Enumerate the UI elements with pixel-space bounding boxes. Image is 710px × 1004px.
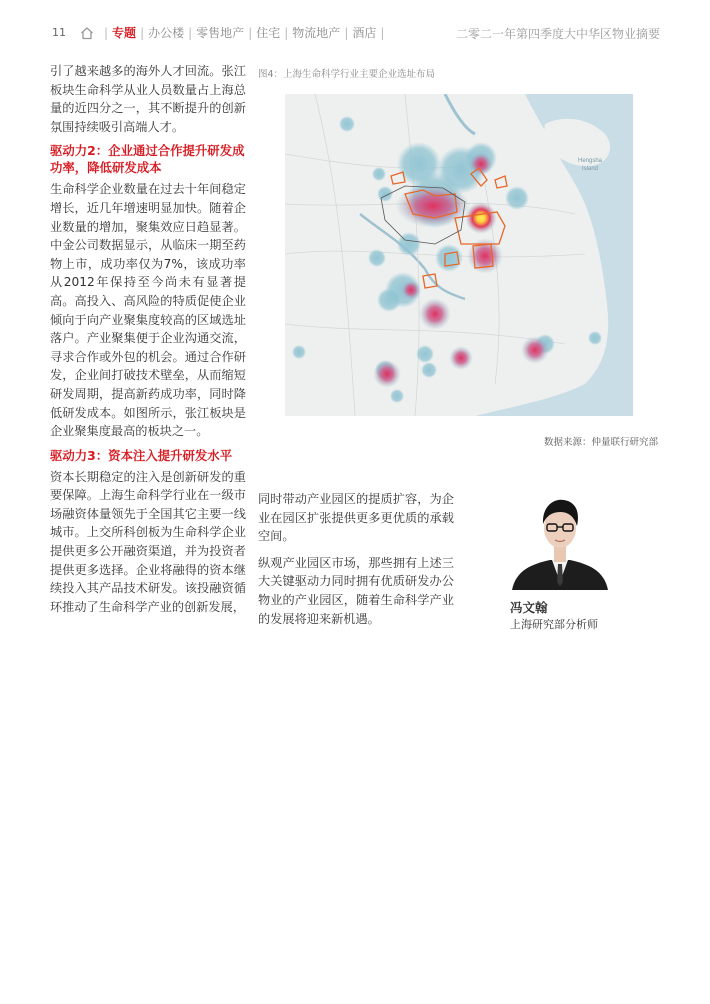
- middle-column: [258, 490, 454, 636]
- nav-separator: |: [104, 25, 109, 40]
- heat-map-graphic: [285, 94, 633, 416]
- author-portrait: [510, 490, 610, 590]
- figure-source: 数据来源：仲量联行研究部: [543, 437, 658, 448]
- page-header: [0, 0, 710, 44]
- continuation-paragraph: 同时带动产业园区的提质扩容，为企业在园区扩张提供更多更优质的承载空间。: [258, 492, 454, 544]
- map-island-label: Island: [582, 166, 599, 172]
- nav-separator: |: [248, 25, 253, 40]
- driver2-heading: 驱动力2：企业通过合作提升研发成功率，降低研发成本: [50, 143, 245, 176]
- driver2-paragraph: 生命科学企业数量在过去十年间稳定增长，近几年增速明显加快。随着企业数量的增加，聚集效应日趋显著。中金公司数据显示，从临床一期至药物上市，成功率仅为7%，该成功率从2012年保持至今尚未有显著提高。高投入、高风险的特质促使企业倾向于向产业聚集度较高的区域选址落户。产业聚集便于企业沟通交流，寻求合作或外包的机会。通过合作研发，企业间打破技术壁垒，从而缩短研发周期，提高新药成功率，同时降低研发成本。如图所示，张江板块是企业聚集度最高的板块之一。: [50, 182, 246, 439]
- driver3-heading: 驱动力3：资本注入提升研发水平: [50, 447, 233, 463]
- home-icon[interactable]: [80, 26, 94, 40]
- section-nav: [80, 24, 388, 41]
- conclusion-paragraph: 纵观产业园区市场，那些拥有上述三大关键驱动力同时拥有优质研发办公物业的产业园区，随着生命科学产业的发展将迎来新机遇。: [258, 555, 454, 626]
- map-island-label: Hengsha: [578, 158, 603, 164]
- intro-paragraph: 引了越来越多的海外人才回流。张江板块生命科学从业人员数量占上海总量的近四分之一，其不断提升的创新氛围持续吸引高端人才。: [50, 64, 246, 134]
- driver3-paragraph: 资本长期稳定的注入是创新研发的重要保障。上海生命科学行业在一级市场融资体量领先于全国其它主要一线城市。上交所科创板为生命科学企业提供更多公开融资渠道，并为投资者提供更多选择。企业将融得的资本继续投入其产品技术研发。该投融资循环推动了生命科学产业的创新发展，: [50, 469, 246, 614]
- report-title: 二零二一年第四季度大中华区物业摘要: [455, 27, 660, 41]
- figure-caption: 图4：上海生命科学行业主要企业选址布局: [258, 69, 436, 80]
- nav-separator: |: [188, 25, 193, 40]
- left-column: [50, 62, 246, 622]
- author-role: 上海研究部分析师: [510, 618, 598, 631]
- nav-item-feature[interactable]: 专题: [112, 26, 137, 40]
- author-avatar: [510, 490, 610, 590]
- nav-item-logistics[interactable]: 物流地产: [292, 26, 341, 40]
- nav-separator: |: [140, 25, 145, 40]
- nav-item-retail[interactable]: 零售地产: [196, 26, 245, 40]
- nav-separator: |: [284, 25, 289, 40]
- nav-item-hotel[interactable]: 酒店: [352, 26, 377, 40]
- nav-separator: |: [344, 25, 349, 40]
- nav-item-office[interactable]: 办公楼: [148, 26, 185, 40]
- nav-separator: |: [380, 25, 385, 40]
- heat-map: [285, 94, 633, 416]
- author-name: 冯文翰: [510, 600, 548, 615]
- page-number: 11: [52, 26, 66, 39]
- nav-item-residential[interactable]: 住宅: [256, 26, 281, 40]
